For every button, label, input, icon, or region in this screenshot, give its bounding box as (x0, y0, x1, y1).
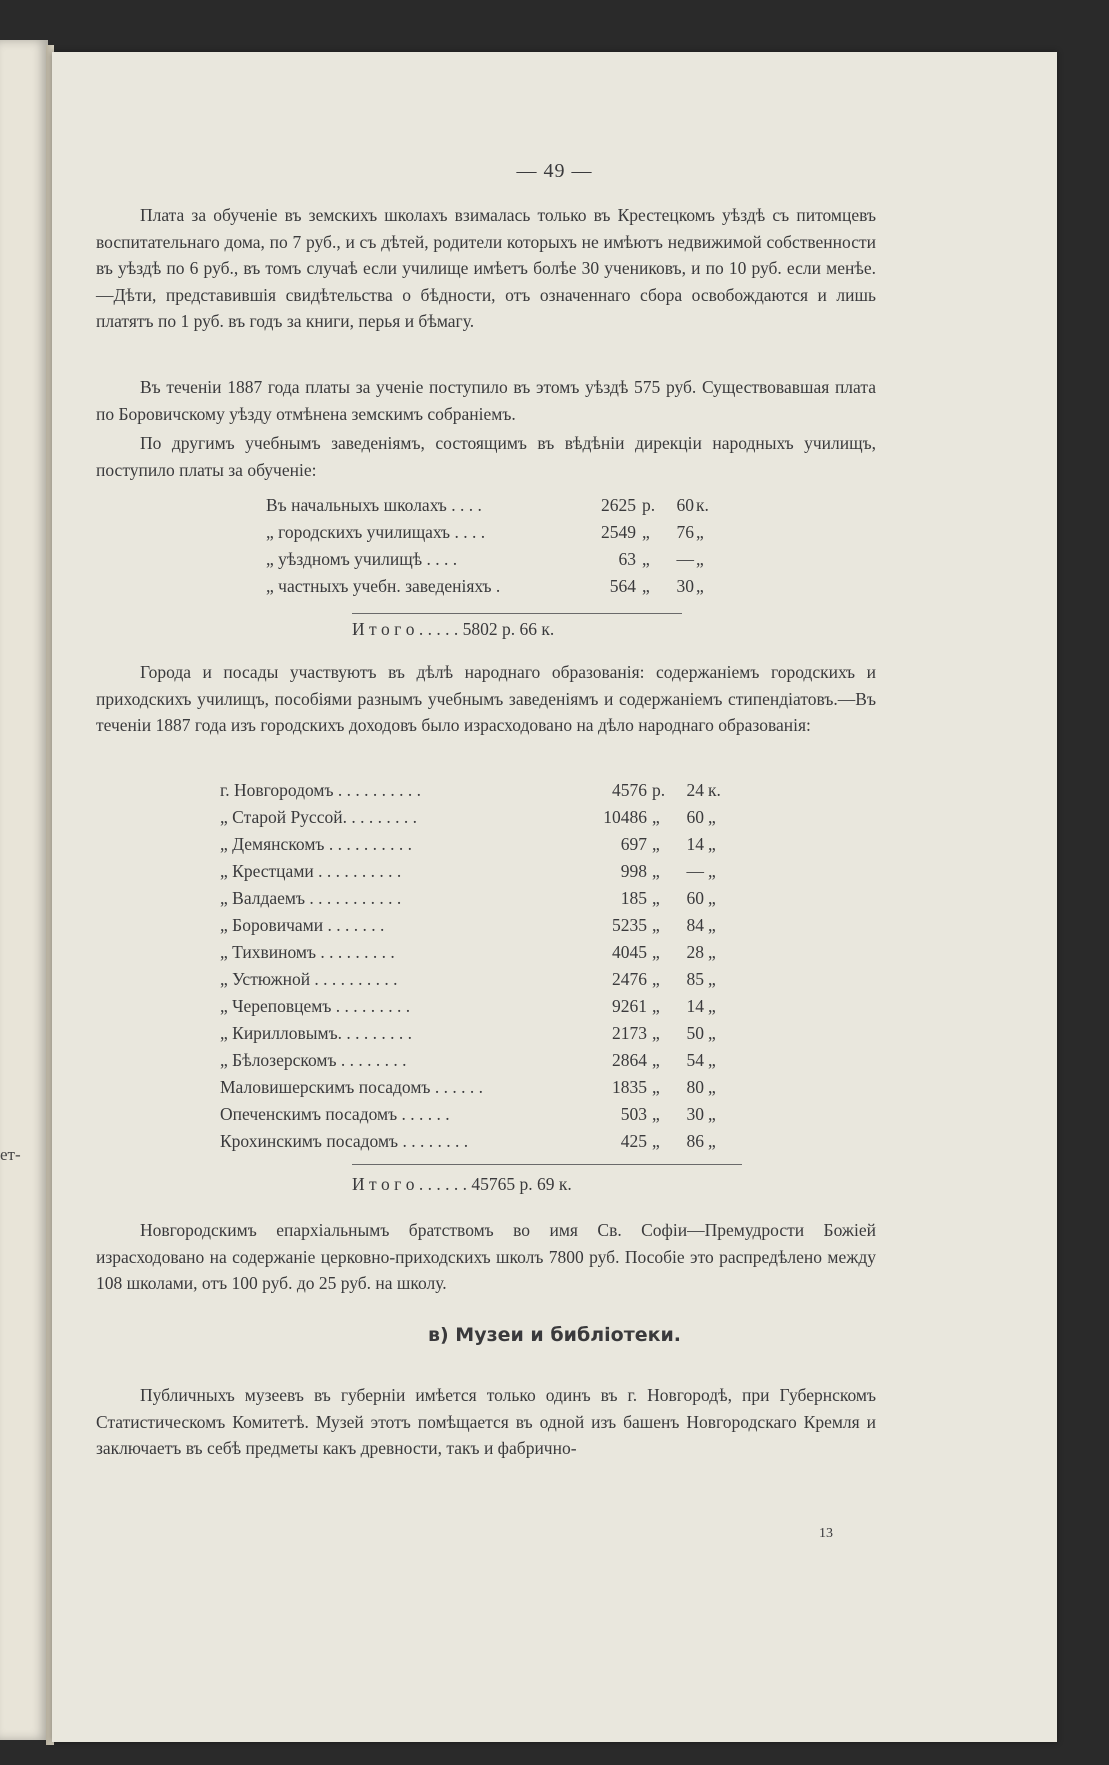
fees-table (266, 492, 726, 600)
row-amount: 10486 (603, 807, 647, 827)
row-rub: „ (652, 888, 660, 908)
row-amount: 2173 (612, 1023, 647, 1043)
row-rub: „ (642, 576, 650, 596)
row-label: „ городскихъ училищахъ . . . . (266, 522, 486, 542)
row-k: „ (708, 807, 716, 827)
row-label: Опеченскимъ посадомъ . . . . . . (220, 1104, 450, 1124)
row-k: „ (708, 834, 716, 854)
table-row (220, 912, 780, 939)
row-label: „ Валдаемъ . . . . . . . . . . . (220, 888, 402, 908)
row-k: „ (708, 996, 716, 1016)
row-rub: „ (652, 1023, 660, 1043)
row-kop: 60 (686, 888, 704, 908)
row-kop: 85 (686, 969, 704, 989)
row-rub: „ (652, 1077, 660, 1097)
row-amount: 4576 (612, 780, 647, 800)
row-rub: „ (652, 1050, 660, 1070)
row-label: „ Череповцемъ . . . . . . . . . (220, 996, 411, 1016)
row-rub: „ (652, 915, 660, 935)
row-rub: „ (652, 942, 660, 962)
table-row (266, 573, 726, 600)
row-rub: р. (642, 495, 656, 515)
row-amount: 564 (609, 576, 636, 596)
row-rub: „ (652, 1104, 660, 1124)
row-kop: 30 (686, 1104, 704, 1124)
row-k: к. (708, 780, 721, 800)
table-row (220, 1074, 780, 1101)
towns-total-divider (352, 1164, 742, 1165)
row-kop: 14 (686, 834, 704, 854)
row-kop: 86 (686, 1131, 704, 1151)
towns-total: И т о г о . . . . . . 45765 р. 69 к. (352, 1174, 572, 1194)
paragraph-museums: Публичныхъ музеевъ въ губерніи имѣется только одинъ въ г. Новгородѣ, при Губернскомъ Статистическомъ Комитетѣ. Музей этотъ помѣщается въ одной изъ башенъ Новгородскаго Кремля и заключаетъ въ себѣ предметы какъ древности, такъ и фабрично- (96, 1385, 876, 1458)
row-rub: „ (652, 969, 660, 989)
row-kop: 24 (686, 780, 704, 800)
row-amount: 185 (620, 888, 647, 908)
row-label: „ Демянскомъ . . . . . . . . . . (220, 834, 412, 854)
row-label: „ Старой Руссой. . . . . . . . . (220, 807, 417, 827)
row-label: Маловишерскимъ посадомъ . . . . . . (220, 1077, 483, 1097)
row-k: „ (696, 522, 704, 542)
row-amount: 2549 (601, 522, 636, 542)
row-rub: „ (642, 522, 650, 542)
row-label: г. Новгородомъ . . . . . . . . . . (220, 780, 422, 800)
row-amount: 998 (620, 861, 647, 881)
row-amount: 1835 (612, 1077, 647, 1097)
table-row (220, 966, 780, 993)
row-k: „ (708, 969, 716, 989)
row-amount: 503 (620, 1104, 647, 1124)
row-kop: 30 (676, 576, 694, 596)
row-amount: 2625 (601, 495, 636, 515)
row-k: „ (708, 942, 716, 962)
row-amount: 5235 (612, 915, 647, 935)
table-row (220, 1101, 780, 1128)
row-amount: 4045 (612, 942, 647, 962)
towns-table (220, 777, 780, 1155)
row-kop: 80 (686, 1077, 704, 1097)
row-k: „ (708, 1077, 716, 1097)
row-kop: 28 (686, 942, 704, 962)
table-row (266, 519, 726, 546)
row-kop: 54 (686, 1050, 704, 1070)
page-number: — 49 — (516, 160, 593, 182)
section-heading: в) Музеи и библіотеки. (427, 1324, 682, 1346)
row-label: „ частныхъ учебн. заведеніяхъ . (266, 576, 501, 596)
row-k: „ (708, 1023, 716, 1043)
fees-total-divider (352, 613, 682, 614)
row-kop: — (686, 861, 704, 881)
row-label: „ Устюжной . . . . . . . . . . (220, 969, 398, 989)
fees-total: И т о г о . . . . . 5802 р. 66 к. (352, 619, 555, 639)
row-rub: „ (652, 807, 660, 827)
row-k: „ (708, 888, 716, 908)
row-label: „ Тихвиномъ . . . . . . . . . (220, 942, 395, 962)
row-kop: — (676, 549, 694, 569)
row-label: „ Крестцами . . . . . . . . . . (220, 861, 402, 881)
row-amount: 9261 (612, 996, 647, 1016)
table-row (220, 939, 780, 966)
row-label: „ Кирилловымъ. . . . . . . . . (220, 1023, 413, 1043)
row-rub: „ (652, 1131, 660, 1151)
row-k: „ (708, 1050, 716, 1070)
row-k: „ (708, 861, 716, 881)
row-kop: 14 (686, 996, 704, 1016)
paragraph-tuition-fees: Плата за обученіе въ земскихъ школахъ взималась только въ Крестецкомъ уѣздѣ съ питомцевъ воспитательнаго дома, по 7 руб., и съ дѣтей, родители которыхъ не имѣютъ недвижимой собственности въ уѣздѣ по 6 руб., въ томъ случаѣ если училище имѣетъ болѣе 30 учениковъ, и по 10 руб. если менѣе.—Дѣти, представившія свидѣтельства о бѣдности, отъ означеннаго сбора освобождаются и лишь платятъ по 1 руб. въ годъ за книги, перья и бѣмагу. (96, 205, 876, 331)
row-k: „ (708, 1131, 716, 1151)
row-kop: 84 (686, 915, 704, 935)
row-label: Въ начальныхъ школахъ . . . . (266, 495, 482, 515)
document-page (52, 52, 1057, 1742)
row-k: „ (708, 915, 716, 935)
paragraph-other-schools: По другимъ учебнымъ заведеніямъ, состоящимъ въ вѣдѣніи дирекціи народныхъ училищъ, поступило платы за обученіе: (96, 433, 876, 480)
table-row (266, 546, 726, 573)
row-amount: 697 (620, 834, 647, 854)
table-row (220, 1020, 780, 1047)
row-rub: „ (652, 861, 660, 881)
row-amount: 2864 (612, 1050, 647, 1070)
row-kop: 60 (686, 807, 704, 827)
table-row (220, 993, 780, 1020)
row-kop: 50 (686, 1023, 704, 1043)
row-rub: „ (652, 996, 660, 1016)
signature-mark: 13 (819, 1526, 833, 1541)
row-label: „ Бѣлозерскомъ . . . . . . . . (220, 1050, 407, 1070)
row-label: „ Боровичами . . . . . . . (220, 915, 385, 935)
table-row (220, 1047, 780, 1074)
table-row (266, 492, 726, 519)
table-row (220, 885, 780, 912)
row-rub: „ (642, 549, 650, 569)
table-row (220, 1128, 780, 1155)
row-amount: 425 (620, 1131, 647, 1151)
adjacent-page-text-fragment: ет- (0, 1145, 21, 1164)
row-rub: „ (652, 834, 660, 854)
table-row (220, 777, 780, 804)
row-amount: 2476 (612, 969, 647, 989)
row-k: „ (696, 576, 704, 596)
table-row (220, 831, 780, 858)
row-kop: 76 (676, 522, 694, 542)
row-label: „ уѣздномъ училищѣ . . . . (266, 549, 458, 569)
row-k: к. (696, 495, 709, 515)
paragraph-towns: Города и посады участвуютъ въ дѣлѣ народнаго образованія: содержаніемъ городскихъ и приходскихъ училищъ, пособіями разнымъ учебнымъ заведеніямъ и содержаніемъ стипендіатовъ.—Въ теченіи 1887 года изъ городскихъ доходовъ было израсходовано на дѣло народнаго образованія: (96, 662, 876, 735)
table-row (220, 804, 780, 831)
row-rub: р. (652, 780, 666, 800)
row-k: „ (708, 1104, 716, 1124)
paragraph-1887-fees: Въ теченіи 1887 года платы за ученіе поступило въ этомъ уѣздѣ 575 руб. Существовавшая плата по Боровичскому уѣзду отмѣнена земскимъ собраніемъ. (96, 377, 876, 424)
row-label: Крохинскимъ посадомъ . . . . . . . . (220, 1131, 469, 1151)
table-row (220, 858, 780, 885)
row-k: „ (696, 549, 704, 569)
adjacent-page (0, 40, 48, 1740)
row-kop: 60 (676, 495, 694, 515)
paragraph-brotherhood: Новгородскимъ епархіальнымъ братствомъ во имя Св. Софіи—Премудрости Божіей израсходовано на содержаніе церковно-приходскихъ школъ 7800 руб. Пособіе это распредѣлено между 108 школами, отъ 100 руб. до 25 руб. на школу. (96, 1220, 876, 1293)
row-amount: 63 (618, 549, 636, 569)
